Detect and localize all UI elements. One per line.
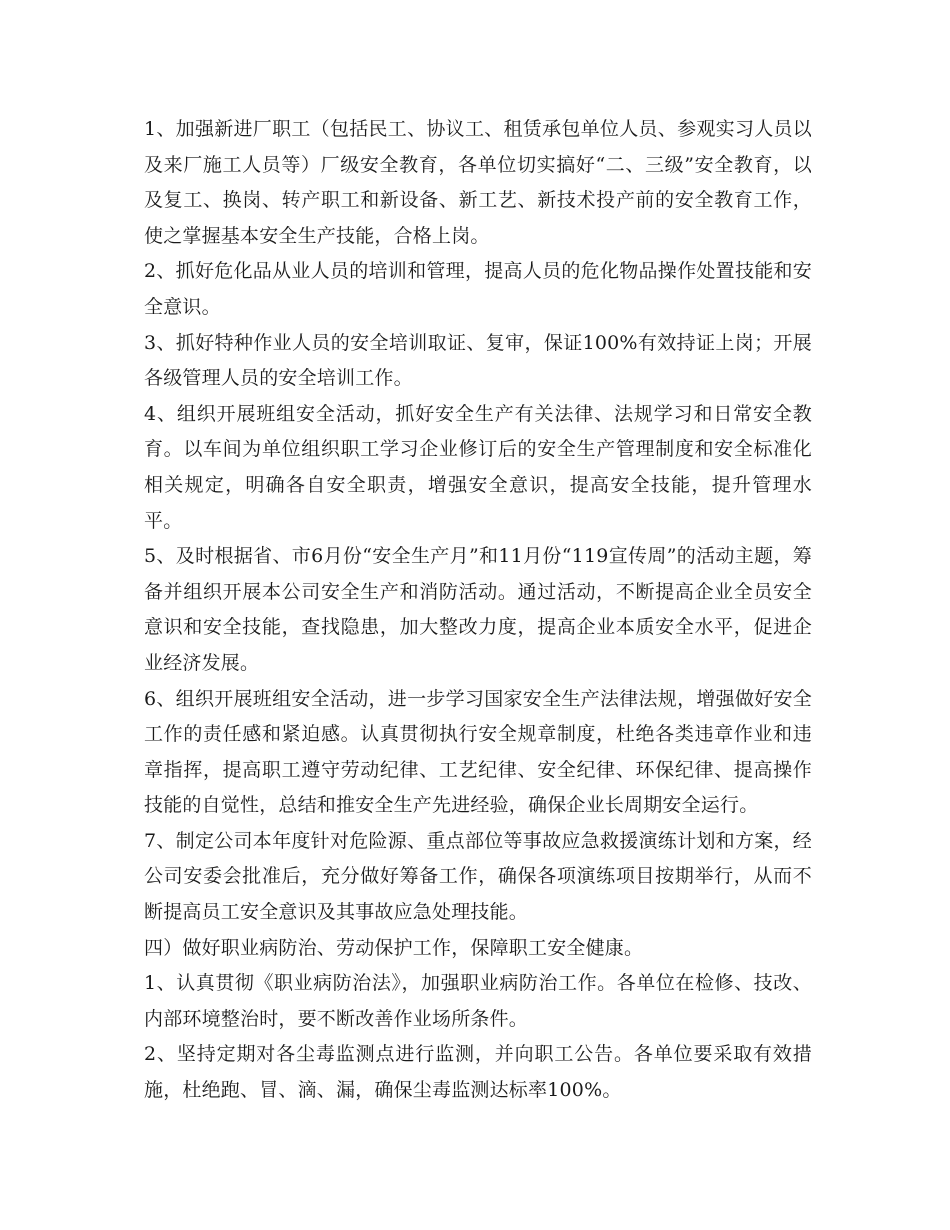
paragraph-dust-monitoring: 2、坚持定期对各尘毒监测点进行监测，并向职工公告。各单位要采取有效措施，杜绝跑、冒、滴、漏，确保尘毒监测达标率100%。 [144,1043,812,1102]
section-heading-occupational-health: 四）做好职业病防治、劳动保护工作，保障职工安全健康。 [144,936,644,959]
paragraph-safety-month: 5、及时根据省、市6月份“安全生产月”和11月份“119宣传周”的活动主题，筹备并组织开展本公司安全生产和消防活动。通过活动，不断提高企业全员安全意识和安全技能，查找隐患，加大整改力度，提高企业本质安全水平，促进企业经济发展。 [144,545,812,674]
paragraph-team-safety-activities: 4、组织开展班组安全活动，抓好安全生产有关法律、法规学习和日常安全教育。以车间为单位组织职工学习企业修订后的安全生产管理制度和安全标准化相关规定，明确各自安全职责，增强安全意识，提高安全技能，提升管理水平。 [144,402,812,532]
document-body [144,112,812,1109]
paragraph-regulations-study: 6、组织开展班组安全活动，进一步学习国家安全生产法律法规，增强做好安全工作的责任感和紧迫感。认真贯彻执行安全规章制度，杜绝各类违章作业和违章指挥，提高职工遵守劳动纪律、工艺纪律、安全纪律、环保纪律、提高操作技能的自觉性，总结和推安全生产先进经验，确保企业长周期安全运行。 [144,687,812,817]
paragraph-hazmat-staff: 2、抓好危化品从业人员的培训和管理，提高人员的危化物品操作处置技能和安全意识。 [144,260,812,318]
paragraph-new-staff-training: 1、加强新进厂职工（包括民工、协议工、租赁承包单位人员、参观实习人员以及来厂施工人员等）厂级安全教育，各单位切实搞好“二、三级”安全教育，以及复工、换岗、转产职工和新设备、新工艺、新技术投产前的安全教育工作，使之掌握基本安全生产技能，合格上岗。 [144,118,812,247]
paragraph-occupational-disease-law: 1、认真贯彻《职业病防治法》，加强职业病防治工作。各单位在检修、技改、内部环境整治时，要不断改善作业场所条件。 [144,972,812,1030]
paragraph-special-operations: 3、抓好特种作业人员的安全培训取证、复审，保证100%有效持证上岗；开展各级管理人员的安全培训工作。 [144,331,812,390]
paragraph-emergency-drills: 7、制定公司本年度针对危险源、重点部位等事故应急救援演练计划和方案，经公司安委会批准后，充分做好筹备工作，确保各项演练项目按期举行，从而不断提高员工安全意识及其事故应急处理技能。 [144,829,812,924]
